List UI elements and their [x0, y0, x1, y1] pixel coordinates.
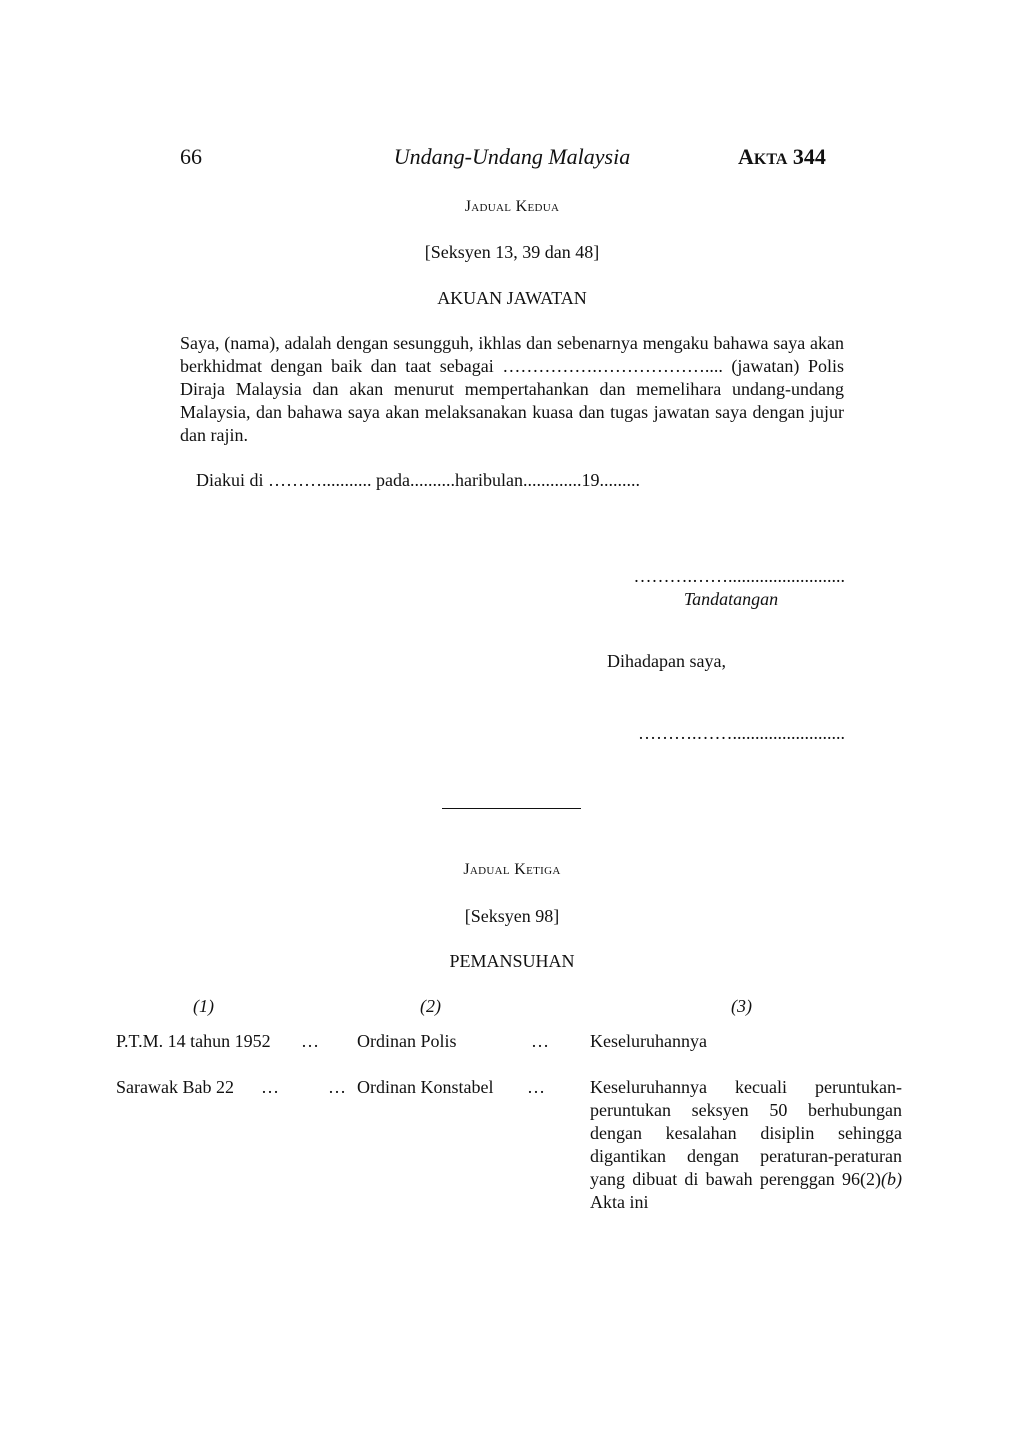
witness-signature-line: ……….…….........................: [638, 723, 845, 743]
table-row-2-col3-italic: (b): [881, 1169, 902, 1189]
schedule-two-heading: Jadual Kedua: [464, 198, 560, 215]
schedule-two-title: AKUAN JAWATAN: [437, 288, 587, 308]
table-row-2-col3-text: Keseluruhannya kecuali peruntukan-peruntukan seksyen 50 berhubungan dengan kesalahan disiplin sehingga digantikan dengan peraturan-peraturan yang dibuat di bawah perenggan 96(2): [590, 1077, 902, 1189]
table-row-1-col2: Ordinan Polis: [357, 1031, 457, 1051]
act-label-initial: A: [738, 144, 754, 169]
signature-label: Tandatangan: [683, 589, 779, 609]
schedule-two-sections: [Seksyen 13, 39 dan 48]: [424, 242, 600, 262]
column-header-2: (2): [420, 996, 441, 1016]
table-row-2-col1-dots: …: [261, 1077, 279, 1097]
table-row-2-col2-dots: …: [527, 1077, 545, 1097]
act-number: 344: [792, 144, 826, 169]
running-title: Undang-Undang Malaysia: [393, 144, 631, 169]
table-row-2-col3-tail: Akta ini: [590, 1192, 649, 1212]
table-row-2-col1: Sarawak Bab 22: [116, 1077, 234, 1097]
declared-at-line: Diakui di ………........... pada..........haribulan.............19.........: [196, 470, 640, 490]
column-header-1: (1): [193, 996, 214, 1016]
schedule-three-sections: [Seksyen 98]: [464, 906, 560, 926]
column-header-3: (3): [731, 996, 752, 1016]
before-me-label: Dihadapan saya,: [607, 651, 726, 671]
act-label-rest: KTA: [753, 151, 788, 168]
schedule-three-title: PEMANSUHAN: [449, 951, 575, 971]
table-row-2-col1-dots-2: …: [328, 1077, 346, 1097]
page-number: 66: [180, 144, 202, 169]
section-divider: [442, 808, 581, 809]
schedule-three-heading: Jadual Ketiga: [463, 861, 561, 878]
table-row-1-col1-dots: …: [301, 1031, 319, 1051]
table-row-1-col3: Keseluruhannya: [590, 1031, 707, 1051]
table-row-1-col2-dots: …: [531, 1031, 549, 1051]
table-row-2-col2: Ordinan Konstabel: [357, 1077, 494, 1097]
signature-line: ……….……..........................: [633, 566, 845, 586]
table-row-2-col3: [590, 1076, 902, 1214]
act-reference: [738, 144, 826, 170]
declaration-paragraph: Saya, (nama), adalah dengan sesungguh, ikhlas dan sebenarnya mengaku bahawa saya akan berkhidmat dengan baik dan taat sebagai …………….……………….... (jawatan) Polis Diraja Malaysia dan akan menurut mempertahankan dan memelihara undang-undang Malaysia, dan bahawa saya akan melaksanakan kuasa dan tugas jawatan saya dengan jujur dan rajin.: [180, 333, 844, 445]
table-row-1-col1: P.T.M. 14 tahun 1952: [116, 1031, 271, 1051]
